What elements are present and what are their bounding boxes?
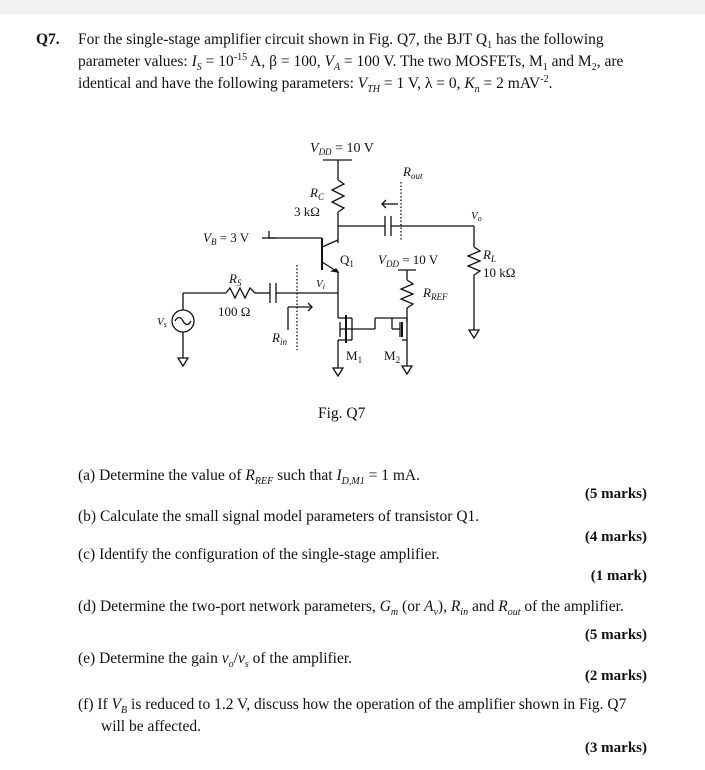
part-c-marks: (1 mark) — [590, 568, 647, 584]
question-number: Q7. — [36, 31, 60, 48]
part-d: (d) Determine the two-port network parameters, $G_m$ (or $A_v$), $R_{in}$ and $R_{out}$ of the amplifier. — [78, 598, 624, 619]
vdd-top-label: $V_{DD} = 10$ V — [310, 141, 374, 157]
m2-label: $M_2$ — [384, 348, 401, 365]
part-a: (a) Determine the value of $R_{REF}$ such that $I_{D,M1} = 1$ mA. — [78, 467, 420, 488]
part-f: (f) If $V_B$ is reduced to 1.2 V, discuss how the operation of the amplifier shown in Fig. Q7 — [78, 696, 627, 717]
vi-label: Vi — [316, 278, 325, 291]
vb-label: $V_B = 3$ V — [203, 230, 250, 247]
part-f-line2: will be affected. — [101, 718, 201, 735]
m1-label: $M_1$ — [346, 348, 363, 365]
rref-label: $R_{REF}$ — [423, 285, 448, 302]
part-f-marks: (3 marks) — [584, 740, 647, 756]
rs-label: $R_S$ — [229, 271, 242, 288]
rin-label: $R_{in}$ — [272, 330, 287, 347]
rl-value: 10 kΩ — [483, 265, 516, 280]
part-d-marks: (5 marks) — [584, 627, 647, 643]
figure-caption: Fig. Q7 — [318, 405, 366, 422]
rc-label: $R_C$ — [310, 185, 324, 202]
rc-resistor — [332, 180, 344, 212]
part-c: (c) Identify the configuration of the single-stage amplifier. — [78, 546, 440, 563]
part-e: (e) Determine the gain $v_o/v_s$ of the amplifier. — [78, 650, 353, 671]
part-b: (b) Calculate the small signal model parameters of transistor Q1. — [78, 508, 480, 525]
top-bar — [0, 0, 705, 14]
circuit-diagram — [150, 130, 550, 390]
vs-label: Vs — [157, 316, 167, 329]
rc-value: 3 kΩ — [294, 204, 320, 219]
vdd2-label: $V_{DD} = 10$ V — [378, 252, 439, 269]
rs-value: 100 Ω — [218, 304, 251, 319]
q1-label: $Q_1$ — [340, 252, 354, 269]
part-e-marks: (2 marks) — [584, 668, 647, 684]
rref-resistor — [401, 280, 413, 308]
question-line-3: identical and have the following parameters: $V_{TH} = 1$ V, λ = 0, $K_n = 2$ mAV$^{-2}$. — [78, 73, 553, 96]
vo-label: Vo — [471, 210, 482, 223]
rl-resistor — [468, 247, 480, 275]
rl-label: $R_L$ — [483, 247, 496, 264]
part-b-marks: (4 marks) — [584, 529, 647, 545]
question-line-2: parameter values: $I_S = 10^{-15}$ A, β = 100, $V_A = 100$ V. The two MOSFETs, $M_1$ and $M_2$, are — [78, 51, 624, 74]
rout-label: $R_{out}$ — [403, 164, 423, 181]
rs-resistor — [226, 288, 255, 298]
question-line-1: For the single-stage amplifier circuit shown in Fig. Q7, the BJT $Q_1$ has the following — [78, 31, 604, 52]
part-a-marks: (5 marks) — [584, 486, 647, 502]
